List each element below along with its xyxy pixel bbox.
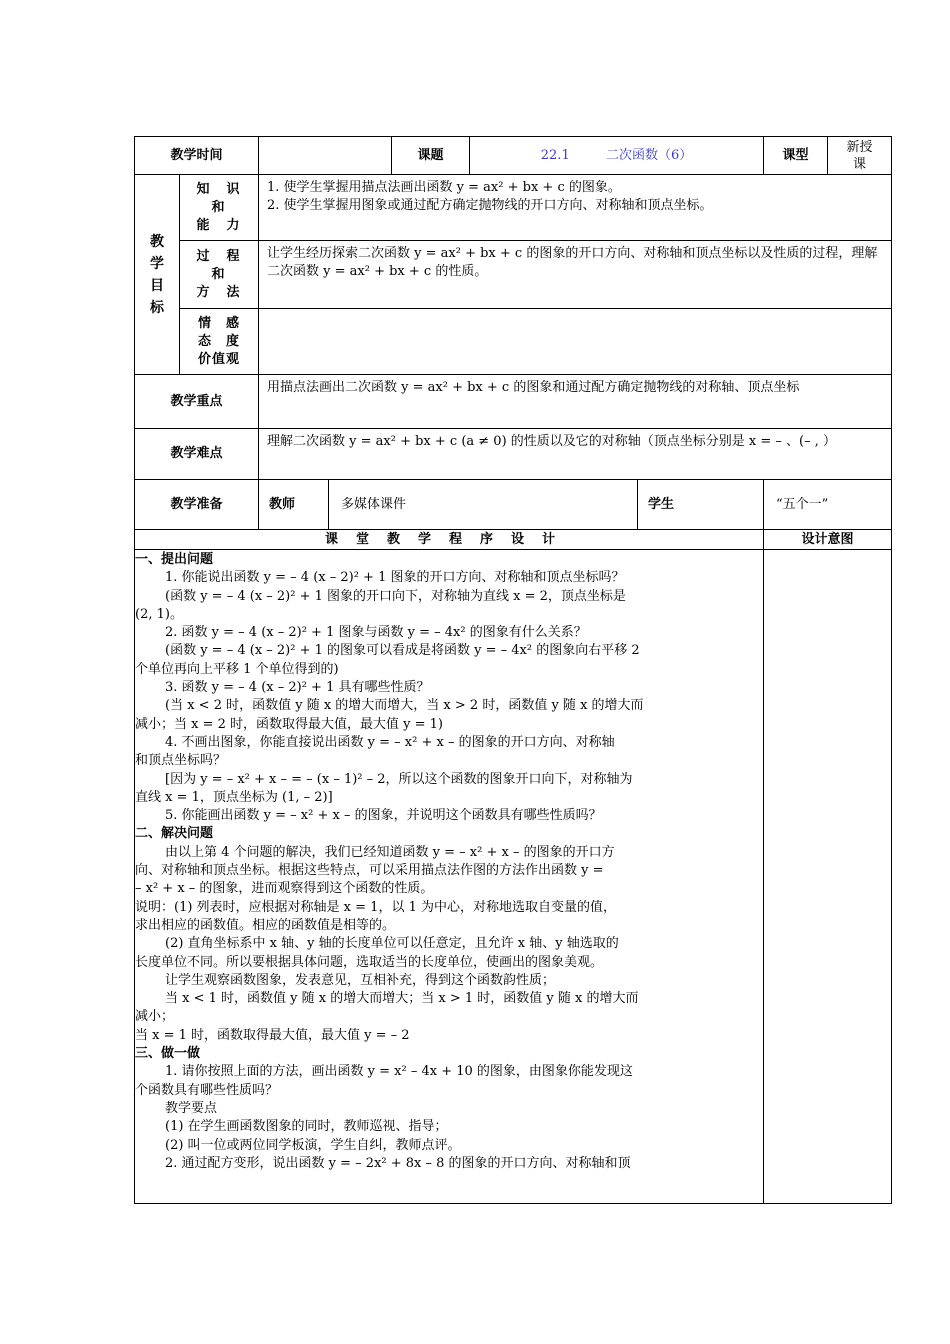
preparation-row — [135, 480, 892, 530]
goal-label-process — [180, 241, 259, 309]
goal-line: 让学生经历探索二次函数 y = ax² + bx + c 的图象的开口方向、对称轴和顶点坐标以及性质的过程，理解二次函数 y = ax² + bx + c 的性质。 — [267, 246, 878, 279]
goal-text-knowledge — [259, 175, 892, 241]
key-points-label: 教学重点 — [135, 375, 259, 429]
preparation-label: 教学准备 — [135, 480, 259, 530]
goals-label-text: 教学目标 — [150, 233, 164, 316]
goal-text-process — [259, 241, 892, 309]
program-title: 课堂教学程序设计 — [325, 531, 574, 547]
program-line: 长度单位不同。所以要根据具体问题，选取适当的长度单位，使画出的图象美观。 — [135, 954, 604, 970]
goal-text-emotion — [259, 309, 892, 375]
goal-label-line: 方 法 — [196, 284, 242, 300]
goal-label-line: 情 感 — [198, 315, 241, 331]
goal-row-process — [135, 241, 892, 309]
program-line: 让学生观察函数图象，发表意见，互相补充，得到这个函数韵性质； — [165, 972, 556, 988]
program-line: 5. 你能画出函数 y = – x² + x – 的图象，并说明这个函数具有哪些性质吗？ — [165, 808, 602, 824]
program-line: 向、对称轴和顶点坐标。根据这些特点，可以采用描点法作图的方法作出函数 y = — [135, 863, 604, 879]
intent-body — [764, 550, 892, 1204]
section-heading: 二、解决问题 — [135, 826, 214, 842]
lesson-plan-table — [134, 136, 892, 1204]
program-line: 说明：(1) 列表时，应根据对称轴是 x = 1，以 1 为中心，对称地选取自变量的值， — [135, 899, 616, 915]
difficulties-text: 理解二次函数 y = ax² + bx + c (a ≠ 0) 的性质以及它的对称轴（顶点坐标分别是 x = – 、(– , ） — [259, 429, 892, 480]
type-value: 新授课 — [828, 137, 892, 175]
program-body-row — [135, 550, 892, 1204]
difficulties-row — [135, 429, 892, 480]
program-line: 求出相应的函数值。相应的函数值是相等的。 — [135, 917, 396, 933]
goal-label-line: 和 — [211, 199, 227, 215]
program-title-cell — [135, 530, 764, 550]
program-line: 1. 你能说出函数 y = – 4 (x – 2)² + 1 图象的开口方向、对称轴和顶点坐标吗？ — [165, 570, 625, 586]
lesson-plan — [134, 136, 891, 1204]
header-row — [135, 137, 892, 175]
student-label: 学生 — [638, 480, 764, 530]
goal-line: 1. 使学生掌握用描点法画出函数 y = ax² + bx + c 的图象。 — [267, 180, 621, 195]
time-value — [259, 137, 392, 175]
goal-line: 2. 使学生掌握用图象或通过配方确定抛物线的开口方向、对称轴和顶点坐标。 — [267, 198, 713, 213]
goal-label-line: 和 — [211, 266, 227, 282]
goal-label-line: 态 度 — [198, 333, 241, 349]
goal-label-knowledge — [180, 175, 259, 241]
teacher-value: 多媒体课件 — [329, 480, 638, 530]
goal-label-line: 过 程 — [196, 248, 242, 264]
time-label: 教学时间 — [135, 137, 259, 175]
program-line: 1. 请你按照上面的方法，画出函数 y = x² – 4x + 10 的图象，由图象你能发现这 — [165, 1064, 633, 1080]
program-line: 由以上第 4 个问题的解决，我们已经知道函数 y = – x² + x – 的图象的开口方 — [165, 844, 615, 860]
program-line: 当 x < 1 时，函数值 y 随 x 的增大而增大；当 x > 1 时，函数值 y 随 x 的增大而 — [165, 991, 639, 1007]
goal-row-emotion — [135, 309, 892, 375]
goal-label-line: 价值观 — [198, 351, 241, 367]
difficulties-label: 教学难点 — [135, 429, 259, 480]
program-line: 教学要点 — [165, 1100, 218, 1116]
program-line: 4. 不画出图象，你能直接说出函数 y = – x² + x – 的图象的开口方向、对称轴 — [165, 734, 615, 750]
intent-label: 设计意图 — [764, 530, 892, 550]
goal-label-emotion — [180, 309, 259, 375]
program-line: (2) 直角坐标系中 x 轴、y 轴的长度单位可以任意定，且允许 x 轴、y 轴选取的 — [165, 936, 619, 952]
program-line: (2, 1)。 — [135, 606, 183, 622]
teacher-label: 教师 — [259, 480, 329, 530]
goal-row-knowledge — [135, 175, 892, 241]
program-line: 当 x = 1 时，函数取得最大值，最大值 y = – 2 — [135, 1027, 410, 1043]
program-line: 2. 函数 y = – 4 (x – 2)² + 1 图象与函数 y = – 4x² 的图象有什么关系？ — [165, 625, 587, 641]
key-points-row — [135, 375, 892, 429]
student-value: “五个一” — [764, 480, 892, 530]
program-line: (函数 y = – 4 (x – 2)² + 1 图象的开口向下，对称轴为直线 x = 2，顶点坐标是 — [165, 588, 626, 604]
topic-label: 课题 — [392, 137, 470, 175]
program-line: 减小；当 x = 2 时，函数取得最大值，最大值 y = 1) — [135, 716, 444, 732]
program-line: 减小； — [135, 1009, 175, 1025]
goals-label — [135, 175, 180, 375]
program-line: – x² + x – 的图象，进而观察得到这个函数的性质。 — [135, 881, 434, 897]
program-line: [因为 y = – x² + x – = – (x – 1)² – 2，所以这个函数的图象开口向下，对称轴为 — [165, 771, 633, 787]
section-heading: 三、做一做 — [135, 1046, 201, 1062]
program-line: 个单位再向上平移 1 个单位得到的) — [135, 661, 339, 677]
program-line: 和顶点坐标吗？ — [135, 753, 227, 769]
goal-label-line: 知 识 — [196, 181, 242, 197]
program-line: 个函数具有哪些性质吗？ — [135, 1082, 279, 1098]
type-label: 课型 — [764, 137, 828, 175]
topic-number: 22.1 — [540, 147, 570, 163]
program-line: (当 x < 2 时，函数值 y 随 x 的增大而增大，当 x > 2 时，函数值 y 随 x 的增大而 — [165, 698, 644, 714]
section-heading: 一、提出问题 — [135, 552, 214, 567]
program-line: (1) 在学生画函数图象的同时，教师巡视、指导； — [165, 1119, 448, 1135]
topic-value: 二次函数（6） — [606, 147, 693, 163]
program-line: 直线 x = 1，顶点坐标为 (1, – 2)] — [135, 789, 333, 805]
program-line: (2) 叫一位或两位同学板演，学生自纠，教师点评。 — [165, 1137, 461, 1153]
program-line: (函数 y = – 4 (x – 2)² + 1 的图象可以看成是将函数 y = – 4x² 的图象向右平移 2 — [165, 643, 640, 659]
program-line: 2. 通过配方变形，说出函数 y = – 2x² + 8x – 8 的图象的开口方向、对称轴和顶 — [165, 1155, 631, 1171]
key-points-text: 用描点法画出二次函数 y = ax² + bx + c 的图象和通过配方确定抛物线的对称轴、顶点坐标 — [259, 375, 892, 429]
program-line: 3. 函数 y = – 4 (x – 2)² + 1 具有哪些性质？ — [165, 680, 430, 696]
program-header-row — [135, 530, 892, 550]
goal-label-line: 能 力 — [196, 217, 242, 233]
program-body — [135, 550, 764, 1204]
topic-cell — [470, 137, 764, 175]
